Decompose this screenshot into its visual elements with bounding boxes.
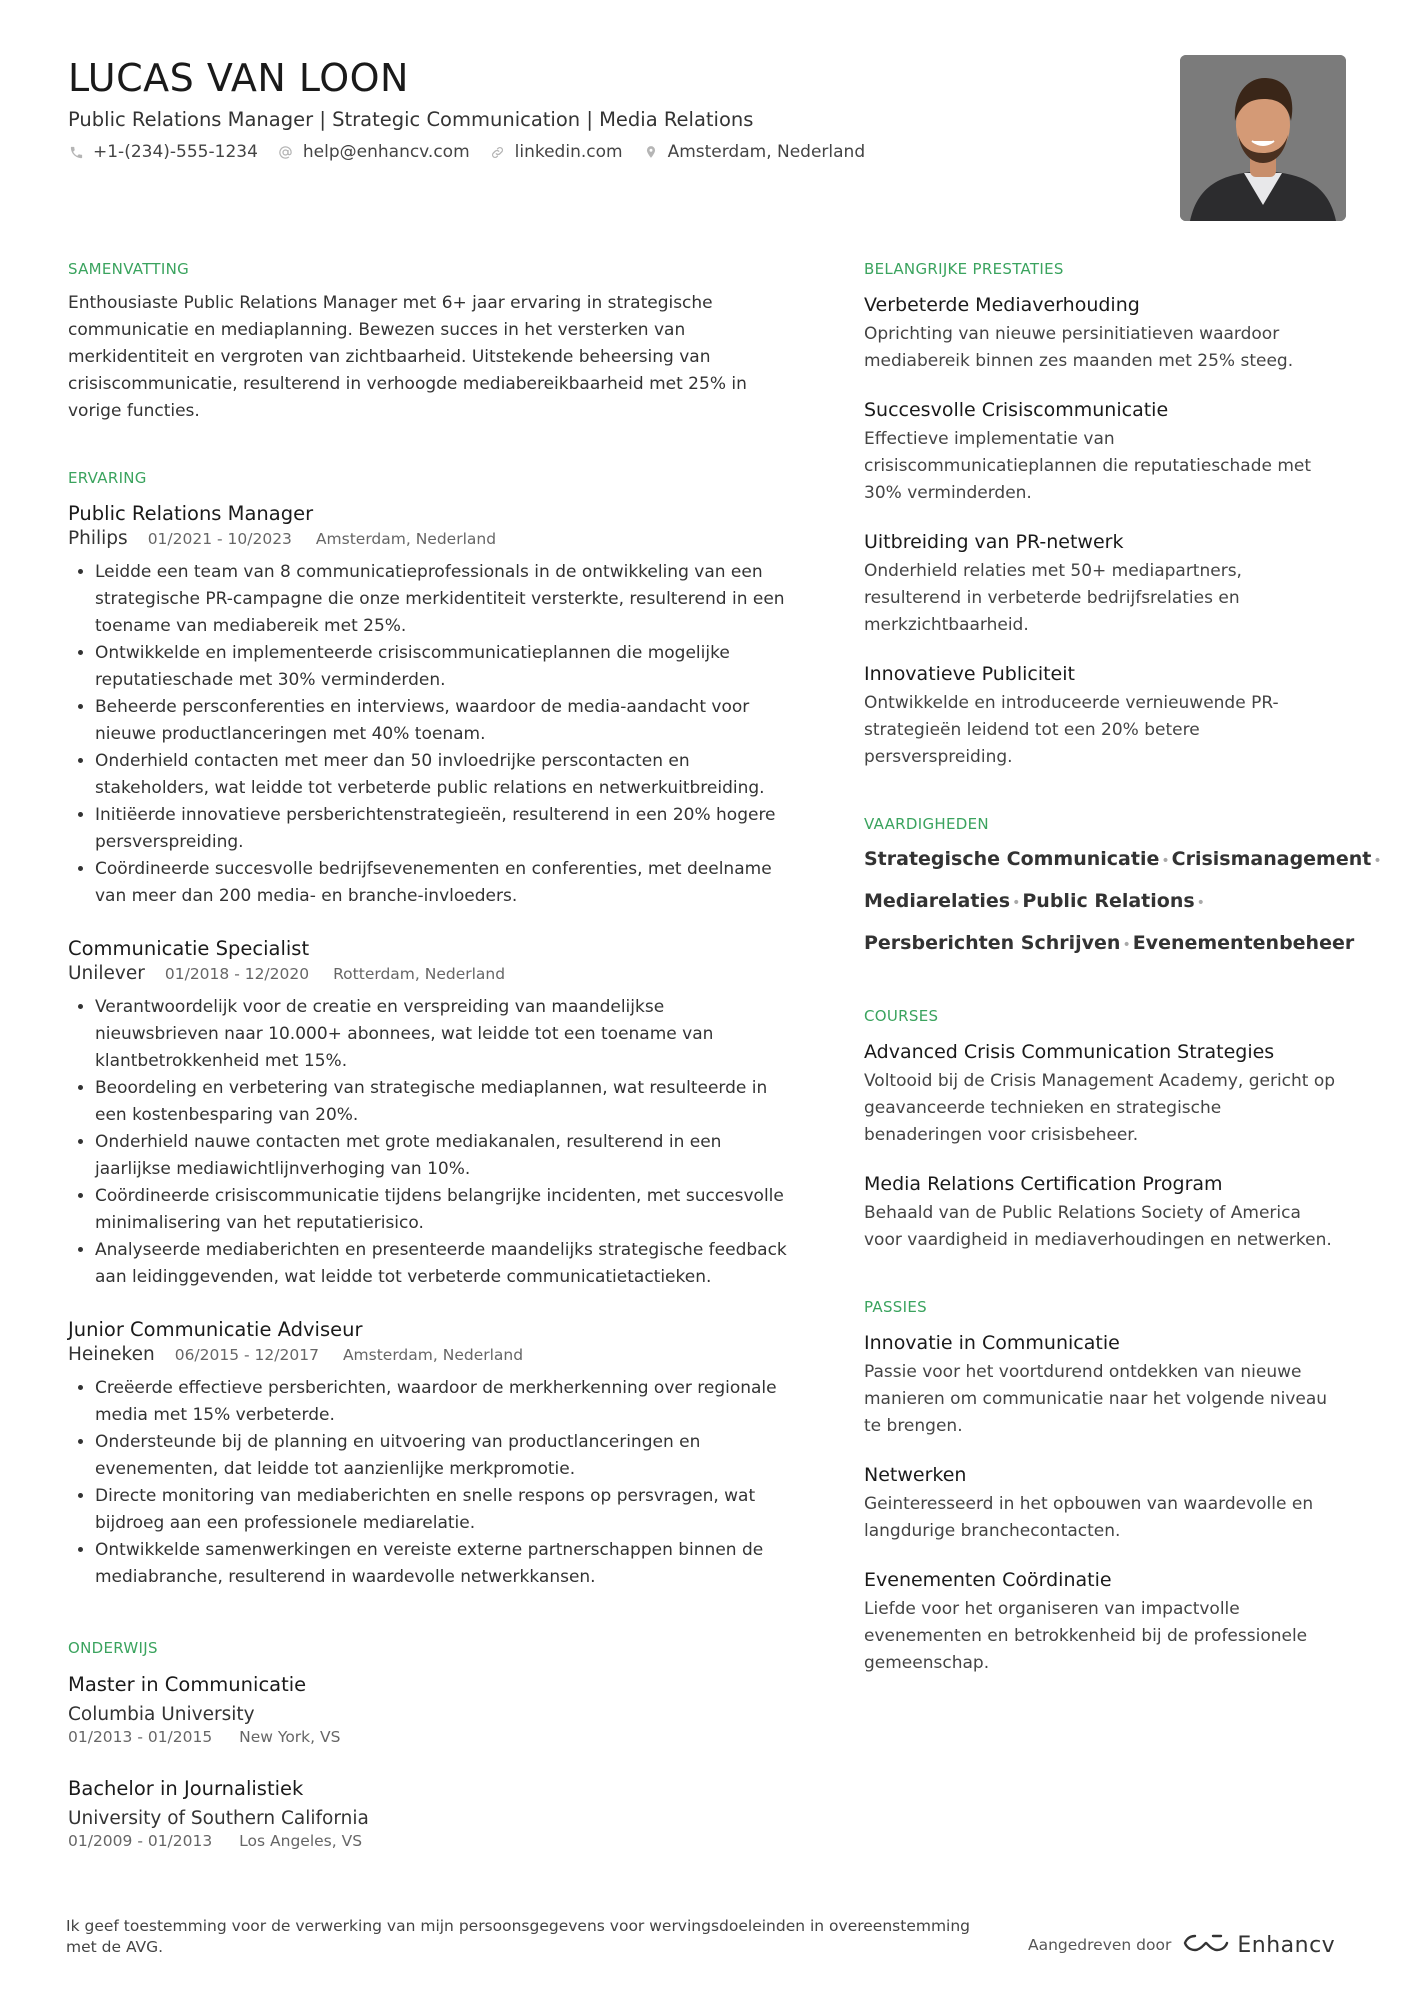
- education-heading: ONDERWIJS: [68, 1639, 158, 1657]
- course-desc: Voltooid bij de Crisis Management Academy, gericht op geavanceerde technieken en strategische benaderingen voor crisisbeheer.: [864, 1071, 1336, 1145]
- job-meta: [68, 962, 793, 986]
- contact-phone[interactable]: [68, 142, 258, 162]
- edu-degree: Master in Communicatie: [68, 1673, 307, 1696]
- phone-text: +1-(234)-555-1234: [93, 142, 258, 162]
- powered-by: [1028, 1932, 1335, 1958]
- passion-title: Innovatie in Communicatie: [864, 1332, 1120, 1354]
- job-company: Philips: [68, 528, 128, 549]
- job-location: Amsterdam, Nederland: [342, 1346, 524, 1364]
- skills-list: Strategische Communicatie • Crisismanagement • Mediarelaties • Public Relations • Persberichten Schrijven • Evenementenbeheer: [864, 848, 1382, 954]
- edu-date: 01/2013 - 01/2015: [68, 1728, 213, 1746]
- job-bullet: • Coördineerde crisiscommunicatie tijdens belangrijke incidenten, met succesvolle minimalisering van het reputatierisico.: [95, 1183, 793, 1237]
- skills-heading: VAARDIGHEDEN: [864, 815, 989, 833]
- passion-title: Netwerken: [864, 1464, 967, 1486]
- summary-heading: SAMENVATTING: [68, 260, 190, 278]
- job-bullets: [68, 994, 793, 1291]
- experience-section: [68, 467, 793, 1591]
- passion-desc: Liefde voor het organiseren van impactvolle evenementen en betrokkenheid bij de professionele gemeenschap.: [864, 1599, 1308, 1673]
- job-bullet: • Initiëerde innovatieve persberichtenstrategieën, resulterend in een 20% hogere persverspreiding.: [95, 802, 793, 856]
- edu-meta: [68, 1831, 793, 1851]
- candidate-headline: Public Relations Manager | Strategic Communication | Media Relations: [68, 108, 754, 131]
- achievement-desc: Effectieve implementatie van crisiscommunicatieplannen die reputatieschade met 30% verminderden.: [864, 429, 1312, 503]
- job-bullet: • Verantwoordelijk voor de creatie en verspreiding van maandelijkse nieuwsbrieven naar 10.000+ abonnees, wat leidde tot een toename van klantbetrokkenheid met 15%.: [95, 994, 793, 1075]
- achievements-heading: BELANGRIJKE PRESTATIES: [864, 260, 1064, 278]
- achievement-item: [864, 397, 1344, 507]
- skill-tag: Persberichten Schrijven: [864, 932, 1121, 954]
- contact-email[interactable]: [278, 142, 470, 162]
- skill-tag: Mediarelaties: [864, 890, 1011, 912]
- education-section: [68, 1637, 793, 1851]
- education-entry: [68, 1775, 793, 1851]
- achievement-desc: Onderhield relaties met 50+ mediapartners, resulterend in verbeterde bedrijfsrelaties en merkzichtbaarheid.: [864, 561, 1242, 635]
- job-location: Amsterdam, Nederland: [315, 530, 497, 548]
- passion-desc: Passie voor het voortdurend ontdekken van nieuwe manieren om communicatie naar het volgende niveau te brengen.: [864, 1362, 1328, 1436]
- experience-heading: ERVARING: [68, 469, 147, 487]
- brand-name: Enhancv: [1237, 1932, 1336, 1958]
- courses-section: [864, 1005, 1344, 1254]
- education-entry: [68, 1671, 793, 1747]
- edu-location: Los Angeles, VS: [239, 1832, 363, 1850]
- skill-tag: Crisismanagement: [1171, 848, 1372, 870]
- job-date: 01/2021 - 10/2023: [147, 530, 292, 548]
- edu-location: New York, VS: [239, 1728, 341, 1746]
- course-item: [864, 1171, 1344, 1254]
- achievement-desc: Oprichting van nieuwe persinitiatieven waardoor mediabereik binnen zes maanden met 25% steeg.: [864, 324, 1294, 371]
- right-column: [864, 258, 1382, 1677]
- candidate-name: LUCAS VAN LOON: [68, 56, 409, 100]
- edu-date: 01/2009 - 01/2013: [68, 1832, 213, 1850]
- course-desc: Behaald van de Public Relations Society of America voor vaardigheid in mediaverhoudingen en netwerken.: [864, 1203, 1332, 1250]
- job-title: Public Relations Manager: [68, 502, 314, 525]
- job-location: Rotterdam, Nederland: [333, 965, 506, 983]
- job-title: Communicatie Specialist: [68, 937, 310, 960]
- course-title: Advanced Crisis Communication Strategies: [864, 1041, 1275, 1063]
- contact-location: [643, 142, 866, 162]
- job-bullet: • Creëerde effectieve persberichten, waardoor de merkherkenning over regionale media met 15% verbeterde.: [95, 1375, 793, 1429]
- achievements-section: [864, 258, 1344, 771]
- job-bullet: • Beheerde persconferenties en interviews, waardoor de media-aandacht voor nieuwe productlanceringen met 40% toenam.: [95, 694, 793, 748]
- achievement-title: Innovatieve Publiciteit: [864, 663, 1075, 685]
- job-entry: [68, 501, 793, 910]
- location-pin-icon: [643, 144, 659, 160]
- achievement-desc: Ontwikkelde en introduceerde vernieuwende PR-strategieën leidend tot een 20% betere persverspreiding.: [864, 693, 1279, 767]
- job-title: Junior Communicatie Adviseur: [68, 1318, 363, 1341]
- location-text: Amsterdam, Nederland: [667, 142, 866, 162]
- passion-item: [864, 1567, 1344, 1677]
- summary-section: [68, 258, 793, 425]
- enhancv-logo-icon: [1183, 1932, 1229, 1958]
- skill-tag: Strategische Communicatie: [864, 848, 1160, 870]
- achievement-title: Uitbreiding van PR-netwerk: [864, 531, 1124, 553]
- contact-bar: [68, 140, 885, 164]
- achievement-item: [864, 661, 1344, 771]
- enhancv-brand[interactable]: [1183, 1932, 1335, 1958]
- profile-photo: [1180, 55, 1346, 221]
- passion-item: [864, 1330, 1344, 1440]
- left-column: [68, 258, 793, 1851]
- passion-title: Evenementen Coördinatie: [864, 1569, 1112, 1591]
- passion-item: [864, 1462, 1344, 1545]
- phone-icon: [68, 144, 84, 160]
- edu-school: University of Southern California: [68, 1808, 369, 1829]
- job-bullets: [68, 559, 793, 910]
- powered-by-label: Aangedreven door: [1028, 1936, 1172, 1954]
- email-text: help@enhancv.com: [302, 142, 470, 162]
- job-bullet: • Ondersteunde bij de planning en uitvoering van productlanceringen en evenementen, dat leidde tot aanzienlijke merkpromotie.: [95, 1429, 793, 1483]
- edu-meta: [68, 1727, 793, 1747]
- job-bullet: • Ontwikkelde en implementeerde crisiscommunicatieplannen die mogelijke reputatieschade met 30% verminderden.: [95, 640, 793, 694]
- edu-degree: Bachelor in Journalistiek: [68, 1777, 304, 1800]
- job-date: 01/2018 - 12/2020: [164, 965, 310, 983]
- job-bullet: • Beoordeling en verbetering van strategische mediaplannen, wat resulteerde in een kostenbesparing van 20%.: [95, 1075, 793, 1129]
- job-meta: [68, 1343, 793, 1367]
- job-bullet: • Ontwikkelde samenwerkingen en vereiste externe partnerschappen binnen de mediabranche, resulterend in waardevolle netwerkkansen.: [95, 1537, 793, 1591]
- job-bullets: [68, 1375, 793, 1591]
- achievement-title: Succesvolle Crisiscommunicatie: [864, 399, 1169, 421]
- skill-tag: Evenementenbeheer: [1132, 932, 1355, 954]
- summary-text: Enthousiaste Public Relations Manager met 6+ jaar ervaring in strategische communicatie en mediaplanning. Bewezen succes in het versterken van merkidentiteit en vergroten van zichtbaarheid. Uitstekende beheersing van crisiscommunicatie, resulterend in verhoogde mediabereikbaarheid met 25% in vorige functies.: [68, 293, 747, 421]
- contact-linkedin[interactable]: [490, 142, 623, 162]
- course-title: Media Relations Certification Program: [864, 1173, 1223, 1195]
- job-bullet: • Analyseerde mediaberichten en presenteerde maandelijks strategische feedback aan leidinggevenden, wat leidde tot verbeterde communicatietactieken.: [95, 1237, 793, 1291]
- course-item: [864, 1039, 1344, 1149]
- achievement-item: [864, 292, 1344, 375]
- edu-school: Columbia University: [68, 1704, 255, 1725]
- job-bullet: • Coördineerde succesvolle bedrijfsevenementen en conferenties, met deelname van meer dan 200 media- en branche-invloeders.: [95, 856, 793, 910]
- consent-statement: Ik geef toestemming voor de verwerking van mijn persoonsgegevens voor wervingsdoeleinden in overeenstemming met de AVG.: [66, 1917, 971, 1956]
- linkedin-text: linkedin.com: [514, 142, 623, 162]
- job-bullet: • Onderhield contacten met meer dan 50 invloedrijke perscontacten en stakeholders, wat leidde tot verbeterde public relations en netwerkuitbreiding.: [95, 748, 793, 802]
- passions-heading: PASSIES: [864, 1298, 927, 1316]
- job-bullet: • Onderhield nauwe contacten met grote mediakanalen, resulterend in een jaarlijkse mediawichtlijnverhoging van 10%.: [95, 1129, 793, 1183]
- job-bullet: • Directe monitoring van mediaberichten en snelle respons op persvragen, wat bijdroeg aan een professionele mediarelatie.: [95, 1483, 793, 1537]
- link-icon: [490, 144, 506, 160]
- passions-section: [864, 1296, 1344, 1677]
- passion-desc: Geinteresseerd in het opbouwen van waardevolle en langdurige branchecontacten.: [864, 1494, 1314, 1541]
- at-icon: [278, 144, 294, 160]
- courses-heading: COURSES: [864, 1007, 939, 1025]
- job-entry: [68, 1317, 793, 1591]
- job-meta: [68, 527, 793, 551]
- job-date: 06/2015 - 12/2017: [174, 1346, 319, 1364]
- achievement-item: [864, 529, 1344, 639]
- job-bullet: • Leidde een team van 8 communicatieprofessionals in de ontwikkeling van een strategische PR-campagne die onze merkidentiteit versterkte, resulterend in een toename van mediabereik met 25%.: [95, 559, 793, 640]
- skill-tag: Public Relations: [1022, 890, 1195, 912]
- job-company: Heineken: [68, 1344, 155, 1365]
- job-company: Unilever: [68, 963, 145, 984]
- achievement-title: Verbeterde Mediaverhouding: [864, 294, 1140, 316]
- skills-section: [864, 813, 1382, 965]
- job-entry: [68, 936, 793, 1291]
